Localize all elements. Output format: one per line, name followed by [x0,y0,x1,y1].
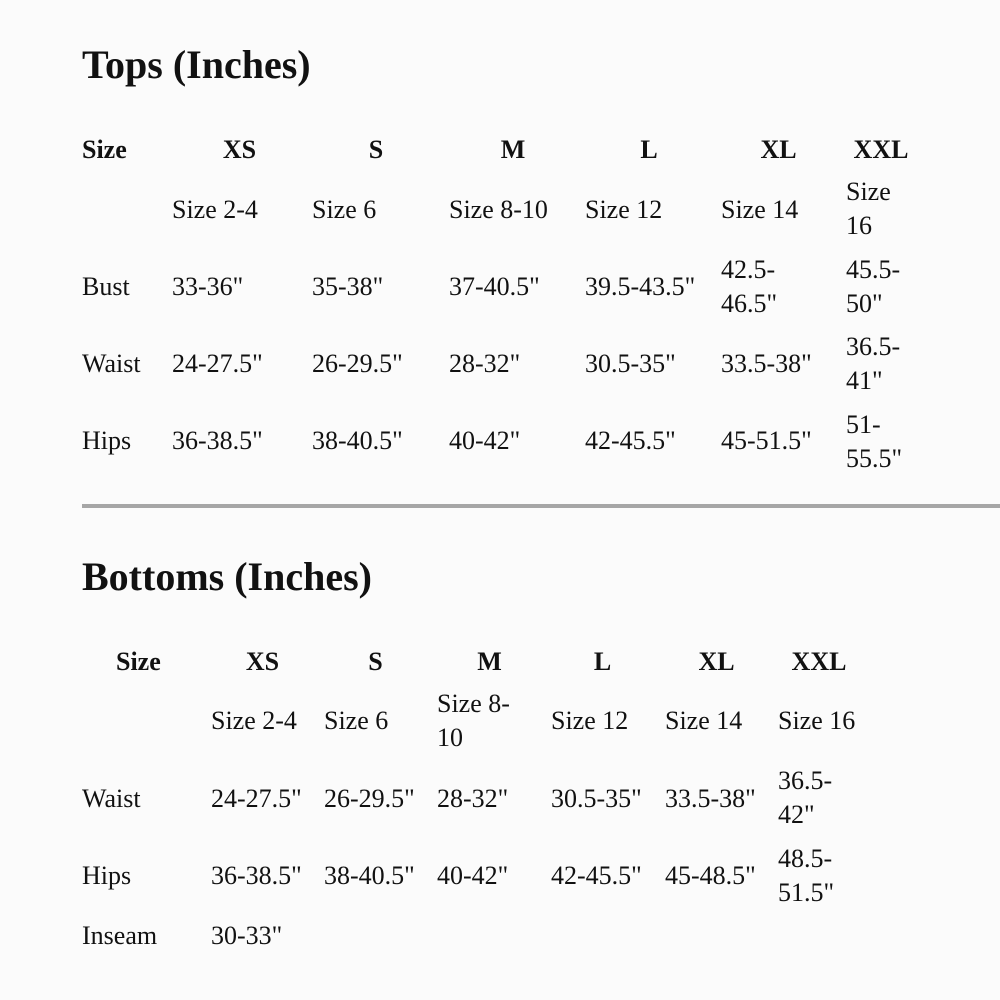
tops-cell: 42.5-46.5" [721,255,778,318]
tops-cell: 33-36" [172,272,244,301]
bottoms-numeric-size: Size 2-4 [211,706,297,735]
tops-numeric-size: Size 8-10 [449,195,548,224]
bottoms-header-l: L [593,647,612,676]
bottoms-cell: 26-29.5" [324,784,415,813]
tops-row-label-bust: Bust [82,272,130,301]
bottoms-numeric-size: Size 8-10 [437,689,510,752]
tops-numeric-size: Size 16 [846,177,891,240]
tops-numeric-size: Size 2-4 [172,195,258,224]
tops-cell: 36.5-41" [846,332,901,395]
bottoms-header-size: Size [116,647,161,676]
tops-cell: 36-38.5" [172,426,263,455]
bottoms-header-xxl: XXL [791,647,847,676]
tops-cell: 26-29.5" [312,349,403,378]
tops-cell: 42-45.5" [585,426,676,455]
tops-cell: 51-55.5" [846,410,903,473]
tops-cell: 28-32" [449,349,521,378]
tops-cell: 24-27.5" [172,349,263,378]
bottoms-row-label-hips: Hips [82,861,132,890]
bottoms-cell: 30-33" [211,921,283,950]
tops-header-m: M [500,135,526,164]
tops-header-xl: XL [760,135,797,164]
tops-header-xs: XS [222,135,257,164]
bottoms-cell: 40-42" [437,861,509,890]
tops-cell: 45.5-50" [846,255,901,318]
tops-cell: 37-40.5" [449,272,540,301]
bottoms-cell: 24-27.5" [211,784,302,813]
tops-cell: 33.5-38" [721,349,812,378]
bottoms-cell: 36-38.5" [211,861,302,890]
bottoms-row-label-waist: Waist [82,784,141,813]
bottoms-title: Bottoms (Inches) [82,554,372,599]
bottoms-cell: 38-40.5" [324,861,415,890]
bottoms-numeric-size: Size 12 [551,706,629,735]
bottoms-numeric-size: Size 6 [324,706,389,735]
bottoms-cell: 36.5-42" [778,766,833,829]
bottoms-header-xl: XL [698,647,735,676]
bottoms-cell: 48.5-51.5" [778,844,835,907]
tops-numeric-size: Size 14 [721,195,799,224]
bottoms-header-xs: XS [245,647,280,676]
tops-title: Tops (Inches) [82,42,311,87]
tops-row-label-waist: Waist [82,349,141,378]
tops-numeric-size: Size 6 [312,195,377,224]
bottoms-numeric-size: Size 14 [665,706,743,735]
bottoms-cell: 28-32" [437,784,509,813]
tops-cell: 38-40.5" [312,426,403,455]
tops-header-size: Size [82,135,127,164]
bottoms-cell: 45-48.5" [665,861,756,890]
bottoms-header-s: S [368,647,383,676]
bottoms-cell: 42-45.5" [551,861,642,890]
tops-cell: 40-42" [449,426,521,455]
tops-header-s: S [368,135,384,164]
tops-cell: 39.5-43.5" [585,272,696,301]
tops-row-label-hips: Hips [82,426,132,455]
bottoms-row-label-inseam: Inseam [82,921,158,950]
tops-numeric-size: Size 12 [585,195,663,224]
tops-cell: 45-51.5" [721,426,812,455]
bottoms-numeric-size: Size 16 [778,706,856,735]
section-divider [82,504,1000,508]
tops-header-l: L [640,135,658,164]
bottoms-cell: 30.5-35" [551,784,642,813]
tops-cell: 35-38" [312,272,384,301]
tops-cell: 30.5-35" [585,349,676,378]
bottoms-cell: 33.5-38" [665,784,756,813]
bottoms-header-m: M [477,647,502,676]
tops-header-xxl: XXL [853,135,909,164]
